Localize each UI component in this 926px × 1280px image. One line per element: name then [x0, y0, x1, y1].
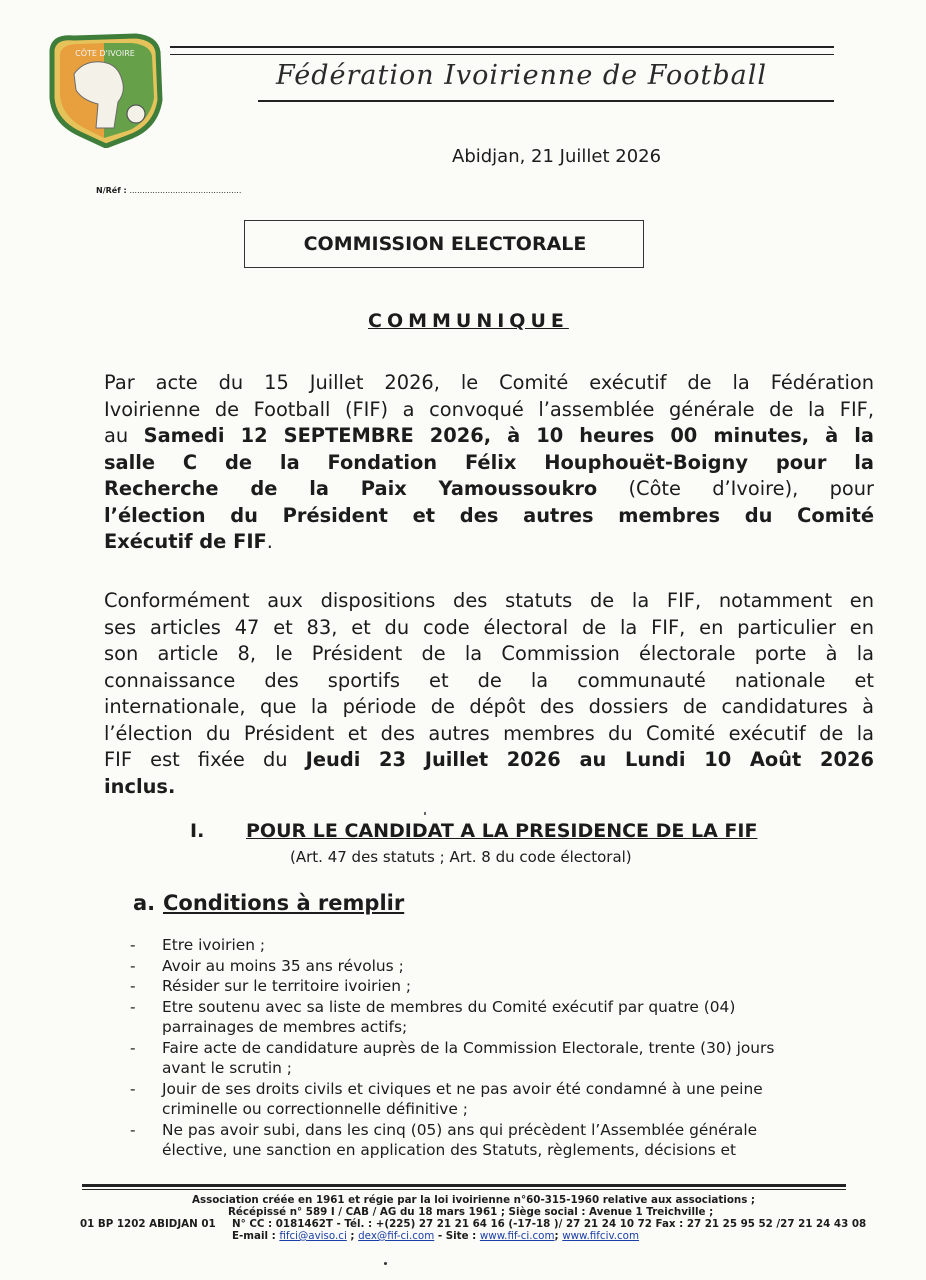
conditions-letter: a.: [133, 891, 156, 915]
footer-contact: N° CC : 0181462T - Tél. : +(225) 27 21 21 64 16 (-17-18 )/ 27 21 24 10 72 Fax : 27 21 25 95 52 /27 21 24 43 08: [232, 1218, 867, 1230]
footer-separator: ;: [346, 1230, 359, 1242]
section-subtitle: (Art. 47 des statuts ; Art. 8 du code électoral): [290, 848, 632, 866]
communique-title: COMMUNIQUE: [368, 310, 569, 332]
para1-line: Ivoirienne de Football (FIF) a convoqué l’assemblée générale de la FIF,: [104, 397, 874, 421]
reference-line: [96, 186, 241, 195]
fif-logo: [44, 30, 166, 148]
list-item: - Faire acte de candidature auprès de la Commission Electorale, trente (30) jours avant le scrutin ;: [130, 1038, 775, 1077]
header-bottom-rule: [258, 100, 834, 102]
para2-line: Conformément aux dispositions des statuts de la FIF, notamment en: [104, 589, 874, 612]
section-number: I.: [190, 820, 205, 842]
list-item: - Résider sur le territoire ivoirien ;: [130, 977, 412, 995]
para2-line: [104, 774, 874, 801]
footer-rule: [82, 1184, 846, 1187]
site-label: - Site :: [434, 1230, 480, 1242]
email-link-dex[interactable]: dex@fif-ci.com: [358, 1230, 435, 1242]
footer-association: Association créée en 1961 et régie par la loi ivoirienne n°60-315-1960 relative aux associations ;: [192, 1194, 756, 1206]
footer-web: [232, 1230, 639, 1242]
condition-text: Faire acte de candidature auprès de la Commission Electorale, trente (30) jours avant le scrutin ;: [162, 1038, 775, 1077]
site-link-fifciv[interactable]: www.fifciv.com: [562, 1230, 640, 1242]
commission-title-box: [244, 220, 644, 268]
conditions-title: Conditions à remplir: [163, 891, 405, 915]
para1-line: Par acte du 15 Juillet 2026, le Comité exécutif de la Fédération: [104, 371, 874, 394]
email-label: E-mail :: [232, 1230, 280, 1242]
para1-line-start: au: [104, 424, 144, 447]
meeting-venue-cont: Recherche de la Paix Yamoussoukro: [104, 477, 598, 500]
logo-text: CÔTE D'IVOIRE: [75, 49, 135, 58]
para1-line: [104, 476, 874, 503]
para2-line: connaissance des sportifs et de la communauté nationale et: [104, 668, 874, 692]
meeting-venue: salle C de la Fondation Félix Houphouët-Boigny pour la: [104, 450, 874, 474]
condition-text: Etre ivoirien ;: [162, 936, 266, 954]
footer-rule-thin: [82, 1189, 846, 1190]
para2-line: l’élection du Président et des autres membres du Comité exécutif de la: [104, 721, 874, 745]
list-item: - Etre soutenu avec sa liste de membres du Comité exécutif par quatre (04) parrainages de membres actifs;: [130, 997, 736, 1036]
election-purpose: l’élection du Président et des autres membres du Comité: [104, 503, 874, 527]
para2-line: [104, 747, 874, 774]
condition-text: Ne pas avoir subi, dans les cinq (05) ans qui précèdent l’Assemblée générale élective, une sanction en application des Statuts, règlements, décisions et: [162, 1120, 758, 1159]
para1-period: .: [266, 530, 273, 553]
condition-text: Avoir au moins 35 ans révolus ;: [162, 956, 404, 975]
letter-date: Abidjan, 21 Juillet 2026: [452, 146, 662, 167]
list-item: - Ne pas avoir subi, dans les cinq (05) ans qui précèdent l’Assemblée générale élective, une sanction en application des Statuts, règlements, décisions et: [130, 1120, 758, 1159]
header-top-rule-thin: [170, 54, 834, 55]
commission-title: COMMISSION ELECTORALE: [303, 233, 587, 255]
conditions-list: [130, 935, 870, 1161]
footer-postal: 01 BP 1202 ABIDJAN 01: [80, 1218, 216, 1230]
site-link-fif-ci[interactable]: www.fif-ci.com: [479, 1230, 555, 1242]
email-link-fifci[interactable]: fifci@aviso.ci: [279, 1230, 347, 1242]
scan-speck: [384, 1262, 387, 1265]
paragraph-deposit-period: [104, 588, 874, 800]
reference-dots: ............................................: [129, 186, 242, 195]
para2-line: son article 8, le Président de la Commission électorale porte à la: [104, 642, 874, 665]
deposit-period-dates: Jeudi 23 Juillet 2026 au Lundi 10 Août 2026: [305, 748, 874, 771]
election-purpose-cont: Exécutif de FIF: [104, 530, 267, 553]
meeting-country: (Côte d’Ivoire), pour: [597, 477, 874, 500]
section-title: POUR LE CANDIDAT A LA PRESIDENCE DE LA FIF: [246, 820, 758, 842]
header-top-rule: [170, 46, 834, 48]
list-item: - Jouir de ses droits civils et civiques et ne pas avoir été condamné à une peine criminelle ou correctionnelle définitive ;: [130, 1079, 763, 1118]
para2-line: internationale, que la période de dépôt des dossiers de candidatures à: [104, 695, 874, 718]
para2-line-start: FIF est fixée du: [104, 748, 306, 771]
para1-line: [104, 529, 874, 556]
deposit-period-inclusive: inclus.: [104, 774, 176, 798]
para2-line: ses articles 47 et 83, et du code électoral de la FIF, en particulier en: [104, 615, 874, 639]
reference-label: N/Réf :: [96, 186, 127, 195]
scan-speck: [424, 812, 426, 815]
letter-footer: [0, 1184, 926, 1274]
para1-line: [104, 503, 874, 530]
condition-text: Jouir de ses droits civils et civiques et ne pas avoir été condamné à une peine criminelle ou correctionnelle définitive ;: [162, 1079, 763, 1118]
federation-name: Fédération Ivoirienne de Football: [276, 60, 767, 91]
para1-line: [104, 450, 874, 477]
meeting-datetime: Samedi 12 SEPTEMBRE 2026, à 10 heures 00 minutes, à la: [143, 424, 874, 447]
list-item: - Avoir au moins 35 ans révolus ;: [130, 956, 404, 975]
footer-separator: ;: [554, 1230, 563, 1242]
condition-text: Etre soutenu avec sa liste de membres du Comité exécutif par quatre (04) parrainages de membres actifs;: [162, 997, 736, 1036]
paragraph-convocation: [104, 370, 874, 556]
condition-text: Résider sur le territoire ivoirien ;: [162, 977, 412, 995]
list-item: - Etre ivoirien ;: [130, 936, 266, 954]
para1-line: [104, 423, 874, 450]
footer-receipt: Récépissé n° 589 I / CAB / AG du 18 mars 1961 ; Siège social : Avenue 1 Treichville ;: [228, 1206, 714, 1218]
